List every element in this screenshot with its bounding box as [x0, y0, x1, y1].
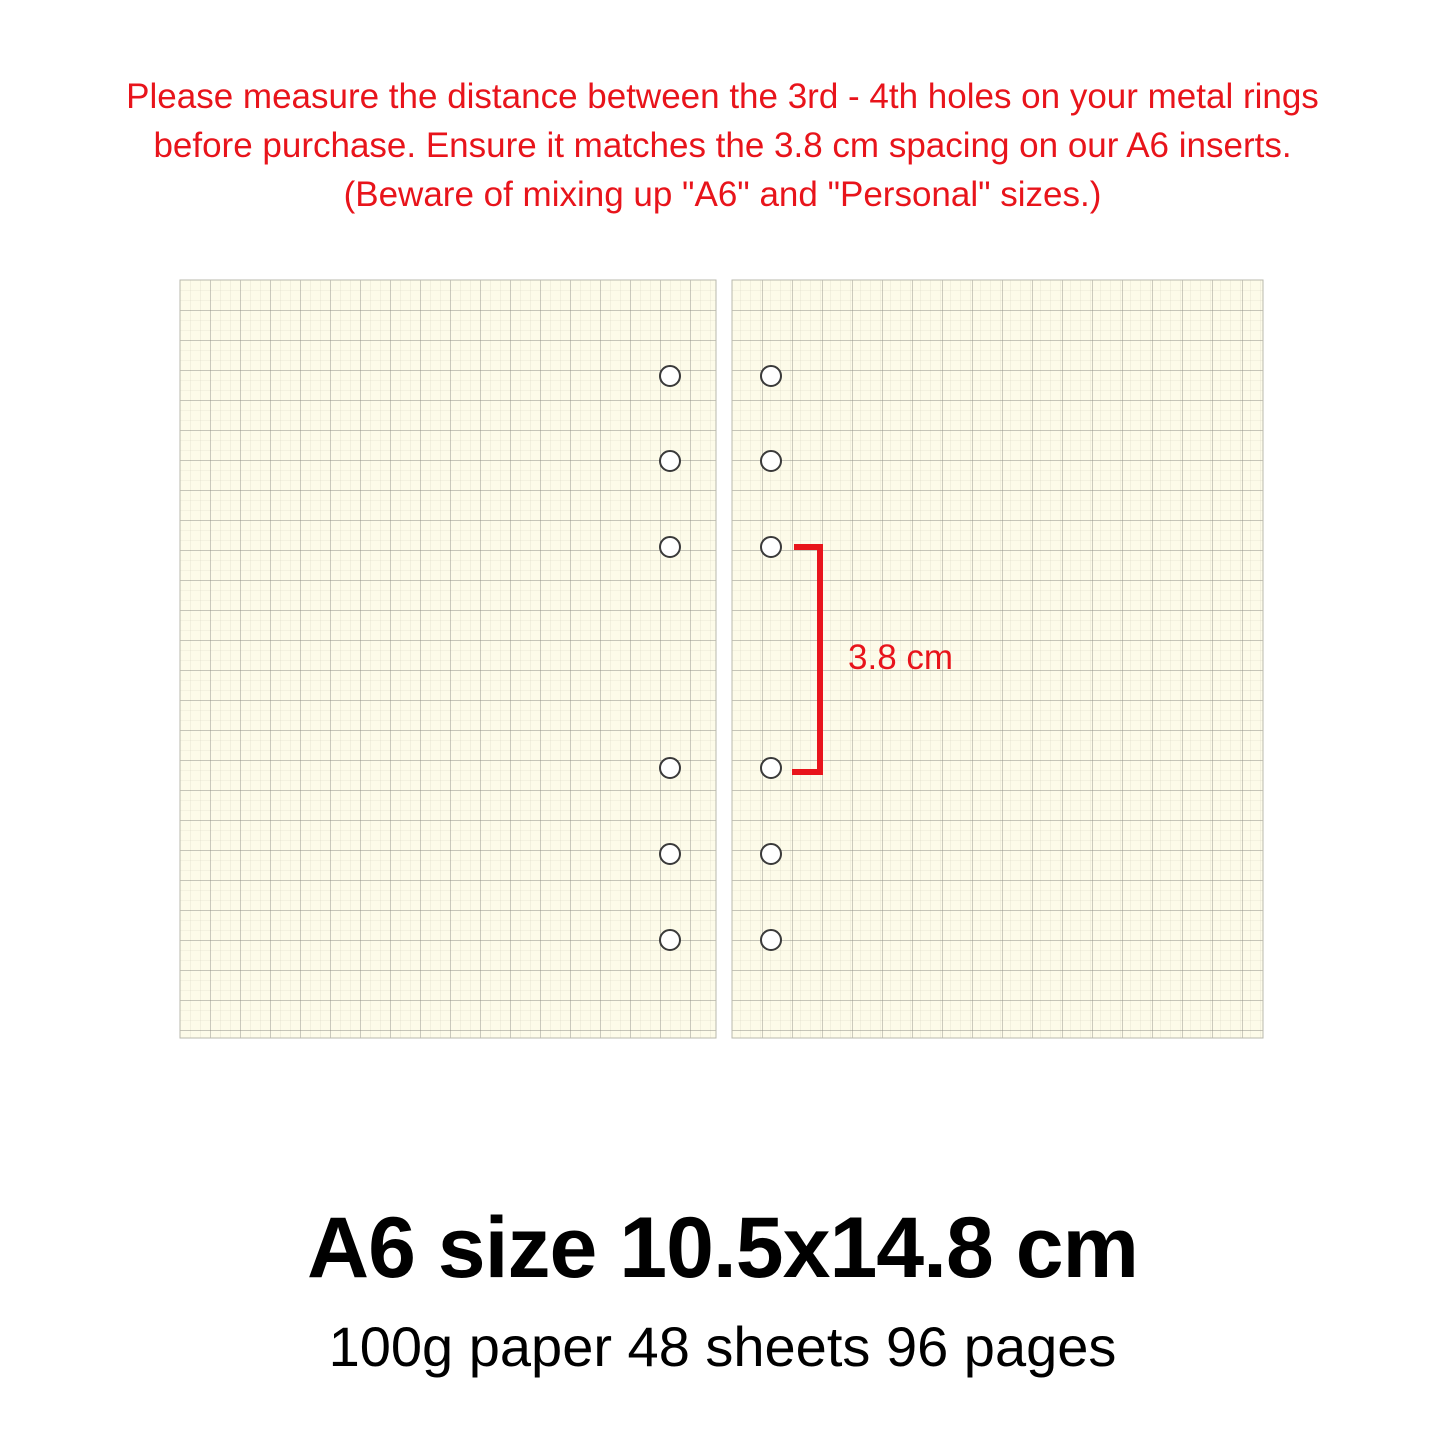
hole-icon [660, 930, 680, 950]
measurement-label: 3.8 cm [848, 638, 954, 677]
hole-icon [761, 844, 781, 864]
notice-line-1: Please measure the distance between the 3rd - 4th holes on your metal rings [126, 77, 1319, 116]
right-sheet [732, 280, 1263, 1038]
left-sheet [180, 280, 716, 1038]
hole-icon [660, 451, 680, 471]
hole-icon [761, 537, 781, 557]
notice-line-3: (Beware of mixing up "A6" and "Personal" sizes.) [343, 175, 1102, 214]
paper-details: 100g paper 48 sheets 96 pages [328, 1315, 1117, 1378]
hole-icon [660, 844, 680, 864]
hole-icon [761, 758, 781, 778]
hole-icon [660, 537, 680, 557]
hole-icon [660, 366, 680, 386]
hole-icon [761, 366, 781, 386]
notice-line-2: before purchase. Ensure it matches the 3.8 cm spacing on our A6 inserts. [153, 126, 1292, 165]
size-title: A6 size 10.5x14.8 cm [306, 1200, 1139, 1296]
hole-icon [761, 930, 781, 950]
hole-icon [761, 451, 781, 471]
hole-icon [660, 758, 680, 778]
